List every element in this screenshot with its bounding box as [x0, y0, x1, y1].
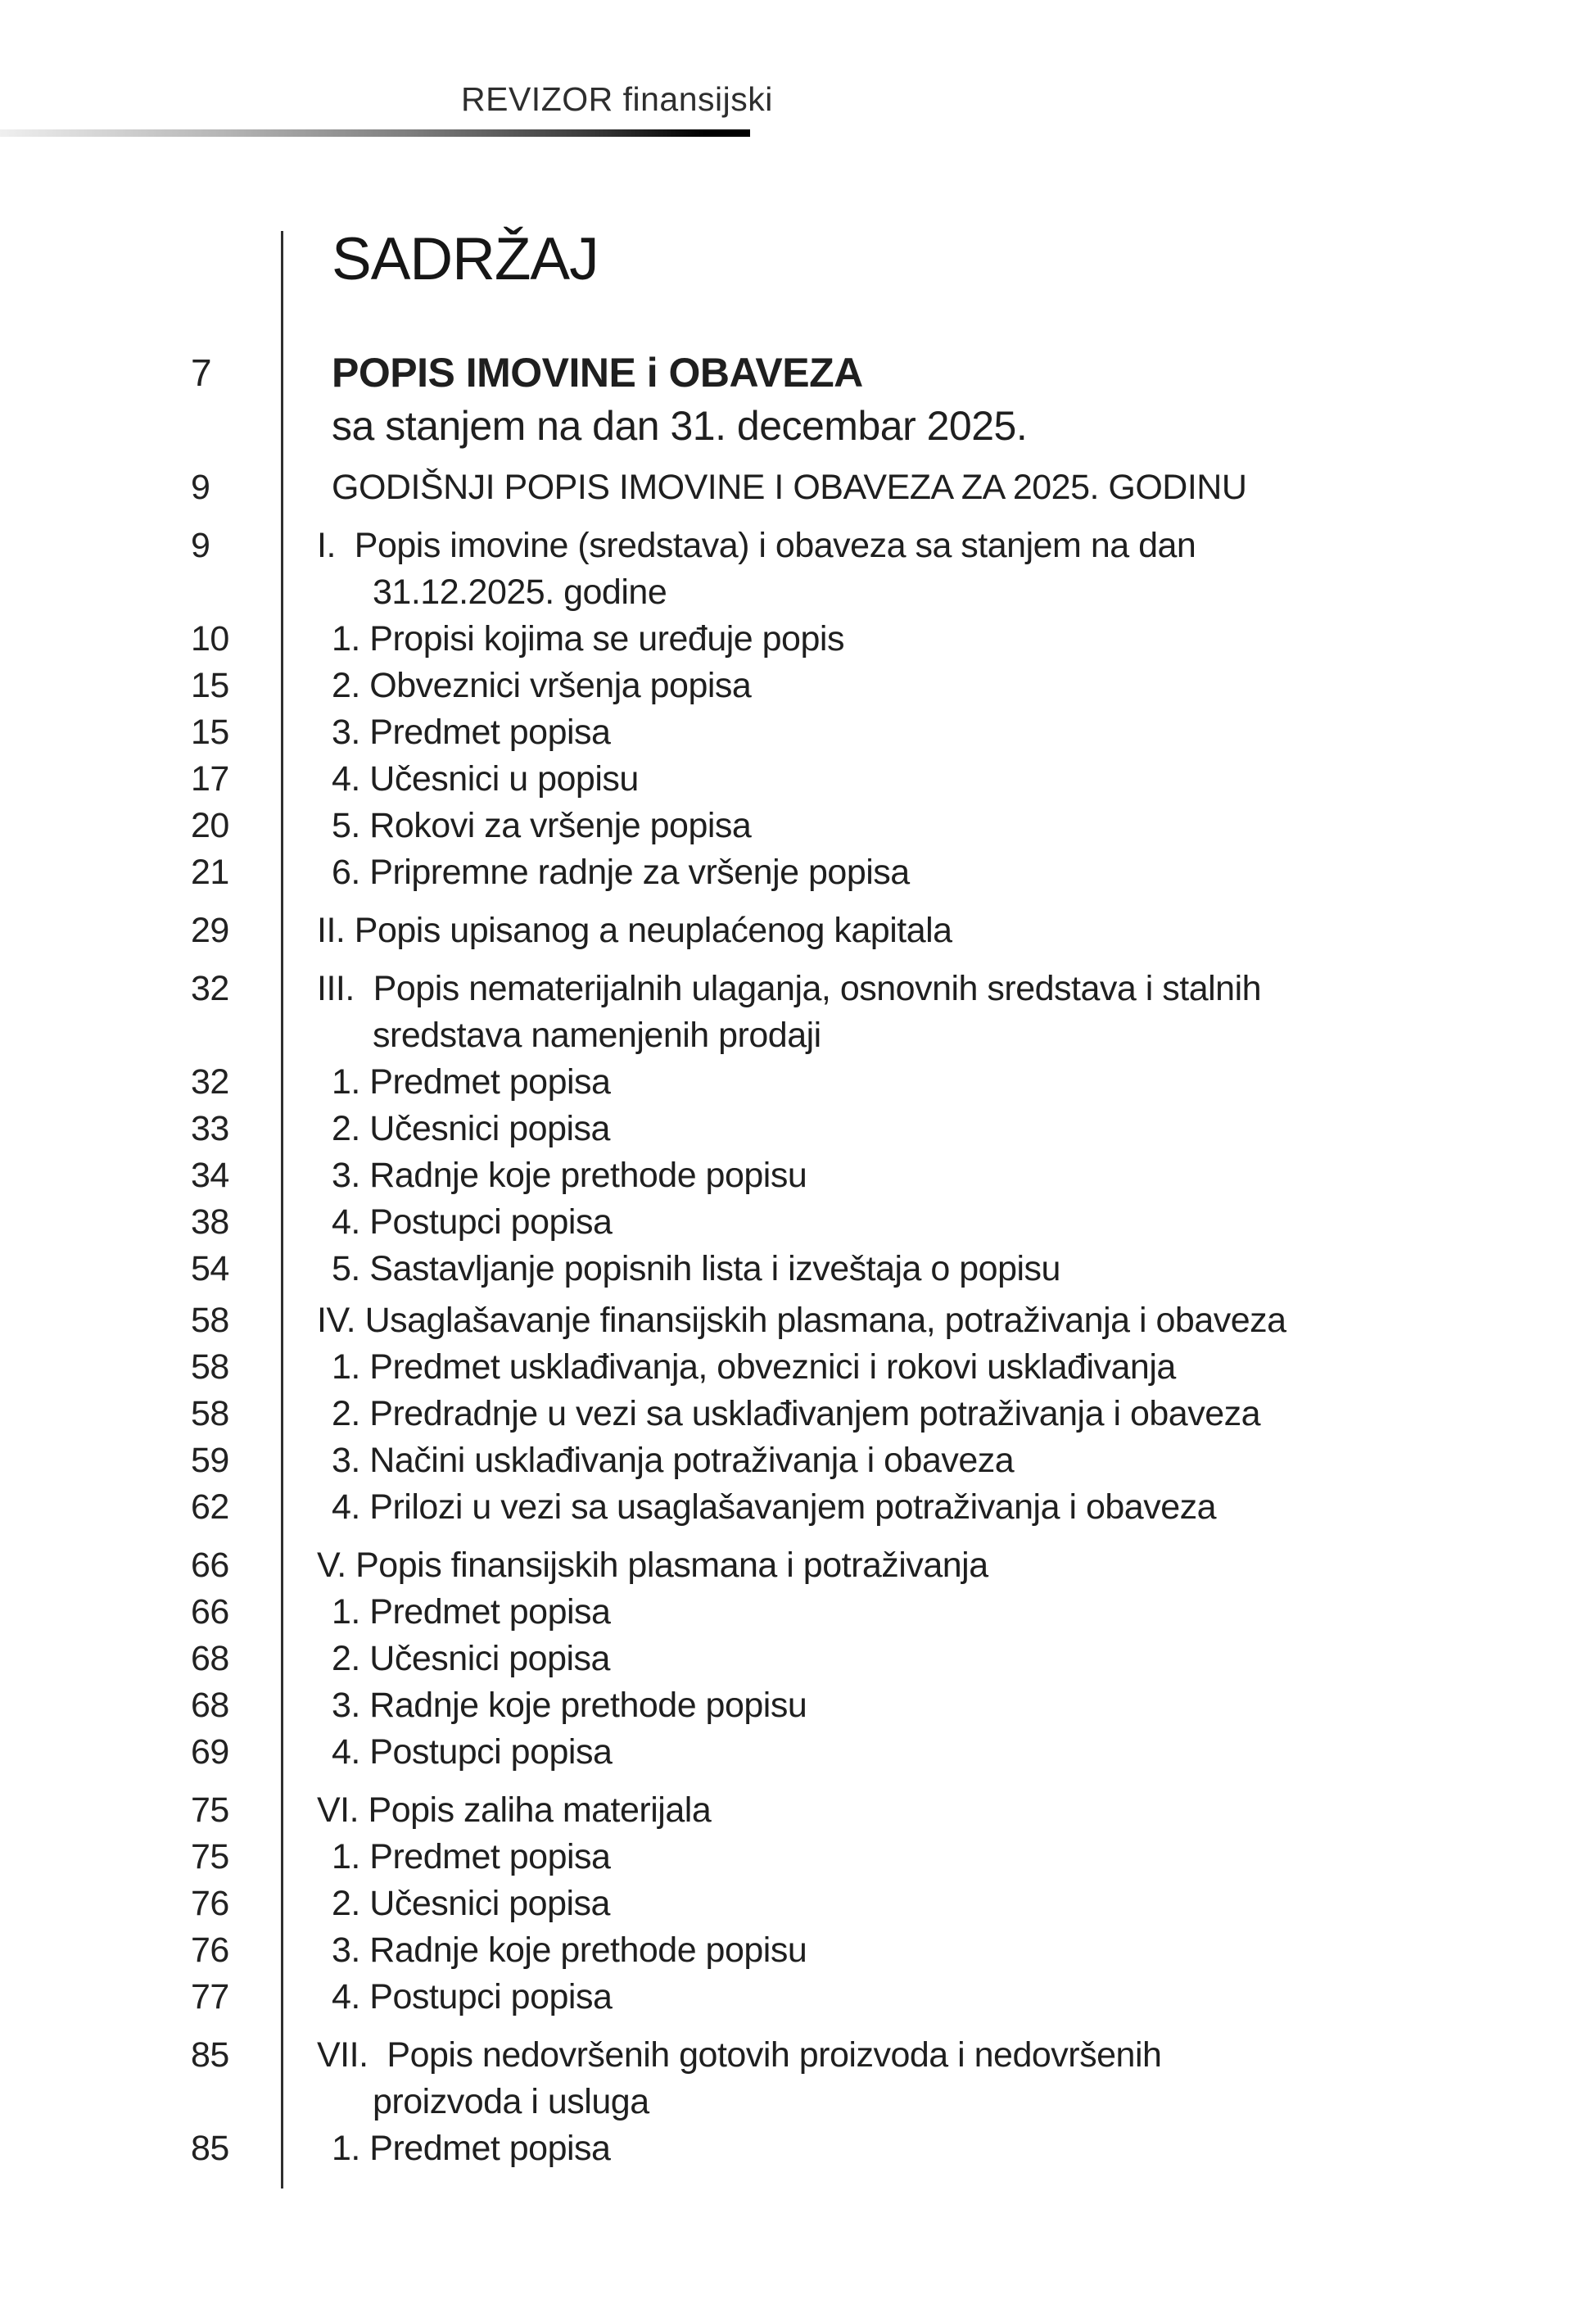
toc-entry-text	[281, 663, 1468, 709]
toc-entry-text	[281, 966, 1468, 1059]
toc-page-number: 69	[191, 1732, 229, 1772]
toc-entry-line: sredstava namenjenih prodaji	[373, 1016, 821, 1055]
toc-entry	[191, 1484, 1468, 1531]
toc-entry-line: 4. Postupci popisa	[332, 1732, 613, 1772]
toc-entry-text	[281, 1927, 1468, 1974]
header-rule	[0, 129, 750, 137]
toc-entry-text	[281, 616, 1468, 663]
toc-entry-text	[281, 1636, 1468, 1682]
toc-page-number: 85	[191, 2035, 229, 2075]
toc-entry-text	[281, 2125, 1468, 2172]
toc-entry	[191, 1542, 1468, 1589]
toc-entry	[191, 523, 1468, 616]
toc-entry-text	[281, 1787, 1468, 1834]
toc-page-number: 58	[191, 1301, 229, 1340]
toc-entry	[191, 1834, 1468, 1881]
toc-entry-line: IV. Usaglašavanje finansijskih plasmana, potraživanja i obaveza	[317, 1301, 1286, 1340]
toc-entry-line: V. Popis finansijskih plasmana i potraživanja	[317, 1546, 988, 1585]
toc-page-number: 66	[191, 1546, 229, 1585]
toc-entry-text	[281, 849, 1468, 896]
toc-page-number: 7	[191, 351, 212, 394]
toc-entry-line: II. Popis upisanog a neuplaćenog kapitala	[317, 911, 952, 950]
toc-entry-text	[281, 1974, 1468, 2021]
toc-entry-line: 4. Učesnici u popisu	[332, 759, 639, 799]
toc-entry-line: 4. Postupci popisa	[332, 1977, 613, 2016]
toc-entry-text	[281, 1391, 1468, 1437]
toc-entry-text	[281, 1199, 1468, 1246]
toc-entry	[191, 1059, 1468, 1106]
toc-entry-line: 1. Predmet popisa	[332, 1062, 611, 1102]
toc-entry-text	[281, 346, 1468, 453]
toc-entry-line: 1. Propisi kojima se uređuje popis	[332, 619, 844, 659]
toc-entry-line: III. Popis nematerijalnih ulaganja, osnovnih sredstava i stalnih	[317, 969, 1262, 1008]
toc-entry-text	[281, 1059, 1468, 1106]
toc-entry-line: 2. Učesnici popisa	[332, 1639, 610, 1678]
toc-entry-line: proizvoda i usluga	[373, 2082, 649, 2121]
toc-page-number: 15	[191, 713, 229, 752]
toc-page-number: 17	[191, 759, 229, 799]
toc-entry	[191, 1974, 1468, 2021]
toc-entry-line: 6. Pripremne radnje za vršenje popisa	[332, 853, 910, 892]
toc-page-number: 85	[191, 2129, 229, 2168]
toc-page-number: 68	[191, 1686, 229, 1725]
toc-entry-text	[281, 1589, 1468, 1636]
toc-page-number: 34	[191, 1156, 229, 1195]
toc-entry-text	[281, 523, 1468, 616]
toc-entry	[191, 1927, 1468, 1974]
toc-entry	[191, 464, 1468, 511]
toc-entry-line: VII. Popis nedovršenih gotovih proizvoda i nedovršenih	[317, 2035, 1162, 2075]
toc-entry-text	[281, 1834, 1468, 1881]
toc-page-number: 77	[191, 1977, 229, 2016]
toc-entry	[191, 2032, 1468, 2125]
toc-entry-line: POPIS IMOVINE i OBAVEZA	[332, 350, 863, 396]
toc-entry	[191, 966, 1468, 1059]
toc-entry	[191, 908, 1468, 954]
toc-entry-line: 3. Načini usklađivanja potraživanja i obaveza	[332, 1441, 1015, 1480]
toc-page-number: 38	[191, 1202, 229, 1242]
toc-entry-text	[281, 908, 1468, 954]
toc-entry	[191, 663, 1468, 709]
toc-entry-line: 31.12.2025. godine	[373, 573, 667, 612]
toc-entry-line: 3. Radnje koje prethode popisu	[332, 1686, 807, 1725]
toc-page-number: 59	[191, 1441, 229, 1480]
toc-entry	[191, 1682, 1468, 1729]
toc-entry	[191, 1391, 1468, 1437]
toc-page-number: 66	[191, 1592, 229, 1632]
toc-page-number: 75	[191, 1837, 229, 1876]
toc-entry-line: 2. Učesnici popisa	[332, 1884, 610, 1923]
toc-page-number: 62	[191, 1487, 229, 1527]
toc-entry-line: 1. Predmet popisa	[332, 1592, 611, 1632]
toc-entry-text	[281, 1344, 1468, 1391]
toc-entry	[191, 1344, 1468, 1391]
toc-entry	[191, 1787, 1468, 1834]
toc-entry-line: 5. Rokovi za vršenje popisa	[332, 806, 752, 845]
contents-title: SADRŽAJ	[332, 226, 599, 292]
toc-page-number: 32	[191, 969, 229, 1008]
toc-entry-text	[281, 1106, 1468, 1152]
toc-entry-line: 5. Sastavljanje popisnih lista i izveštaja o popisu	[332, 1249, 1060, 1288]
toc-entry-text	[281, 1297, 1468, 1344]
toc-page-number: 15	[191, 666, 229, 705]
toc-entry	[191, 616, 1468, 663]
toc-entry-text	[281, 1881, 1468, 1927]
toc-entry-line: 2. Učesnici popisa	[332, 1109, 610, 1148]
toc-entry-line: 4. Prilozi u vezi sa usaglašavanjem potraživanja i obaveza	[332, 1487, 1217, 1527]
toc-page-number: 76	[191, 1930, 229, 1970]
toc-entry-line: 1. Predmet usklađivanja, obveznici i rokovi usklađivanja	[332, 1347, 1176, 1387]
toc-entry-line: 3. Predmet popisa	[332, 713, 611, 752]
toc-entry	[191, 1297, 1468, 1344]
toc-page-number: 68	[191, 1639, 229, 1678]
toc-entry-line: 1. Predmet popisa	[332, 1837, 611, 1876]
toc-page-number: 20	[191, 806, 229, 845]
toc-entry-line: 3. Radnje koje prethode popisu	[332, 1930, 807, 1970]
toc-page-number: 58	[191, 1394, 229, 1433]
toc-page-number: 75	[191, 1790, 229, 1830]
toc-entry-line: 3. Radnje koje prethode popisu	[332, 1156, 807, 1195]
toc-entry	[191, 1589, 1468, 1636]
table-of-contents	[191, 226, 1468, 2172]
toc-entry	[191, 346, 1468, 453]
toc-page-number: 21	[191, 853, 229, 892]
toc-entry-text	[281, 2032, 1468, 2125]
toc-entry	[191, 803, 1468, 849]
toc-entry-line: 2. Predradnje u vezi sa usklađivanjem potraživanja i obaveza	[332, 1394, 1261, 1433]
toc-entry	[191, 1246, 1468, 1292]
toc-entry	[191, 1729, 1468, 1776]
toc-entry-line: 2. Obveznici vršenja popisa	[332, 666, 752, 705]
toc-entry-line: VI. Popis zaliha materijala	[317, 1790, 712, 1830]
toc-entry-line: sa stanjem na dan 31. decembar 2025.	[332, 403, 1028, 449]
toc-page-number: 33	[191, 1109, 229, 1148]
toc-entry	[191, 1881, 1468, 1927]
toc-entry-text	[281, 709, 1468, 756]
toc-entry	[191, 849, 1468, 896]
toc-entry	[191, 1199, 1468, 1246]
toc-entry-text	[281, 1682, 1468, 1729]
toc-entry-text	[281, 1437, 1468, 1484]
toc-entry	[191, 1437, 1468, 1484]
toc-entry-text	[281, 1729, 1468, 1776]
toc-entry	[191, 756, 1468, 803]
toc-entry	[191, 1106, 1468, 1152]
toc-entry	[191, 2125, 1468, 2172]
toc-entry-text	[281, 1484, 1468, 1531]
brand-title: REVIZOR finansijski	[461, 80, 773, 118]
toc-page-number: 54	[191, 1249, 229, 1288]
toc-page-number: 9	[191, 526, 210, 565]
toc-entry-text	[281, 803, 1468, 849]
toc-entry	[191, 1152, 1468, 1199]
toc-entry-text	[281, 464, 1468, 511]
toc-entry-text	[281, 1542, 1468, 1589]
toc-page-number: 32	[191, 1062, 229, 1102]
toc-entry-line: 4. Postupci popisa	[332, 1202, 613, 1242]
toc-entry-line: I. Popis imovine (sredstava) i obaveza sa stanjem na dan	[317, 526, 1196, 565]
toc-entry	[191, 1636, 1468, 1682]
toc-entry	[191, 709, 1468, 756]
toc-page-number: 76	[191, 1884, 229, 1923]
toc-page-number: 10	[191, 619, 229, 659]
toc-page-number: 58	[191, 1347, 229, 1387]
toc-entry-text	[281, 1152, 1468, 1199]
toc-entry-text	[281, 1246, 1468, 1292]
toc-entry-text	[281, 756, 1468, 803]
toc-page-number: 29	[191, 911, 229, 950]
toc-entry-line: GODIŠNJI POPIS IMOVINE I OBAVEZA ZA 2025. GODINU	[332, 468, 1247, 507]
toc-page-number: 9	[191, 468, 210, 507]
toc-entry-line: 1. Predmet popisa	[332, 2129, 611, 2168]
